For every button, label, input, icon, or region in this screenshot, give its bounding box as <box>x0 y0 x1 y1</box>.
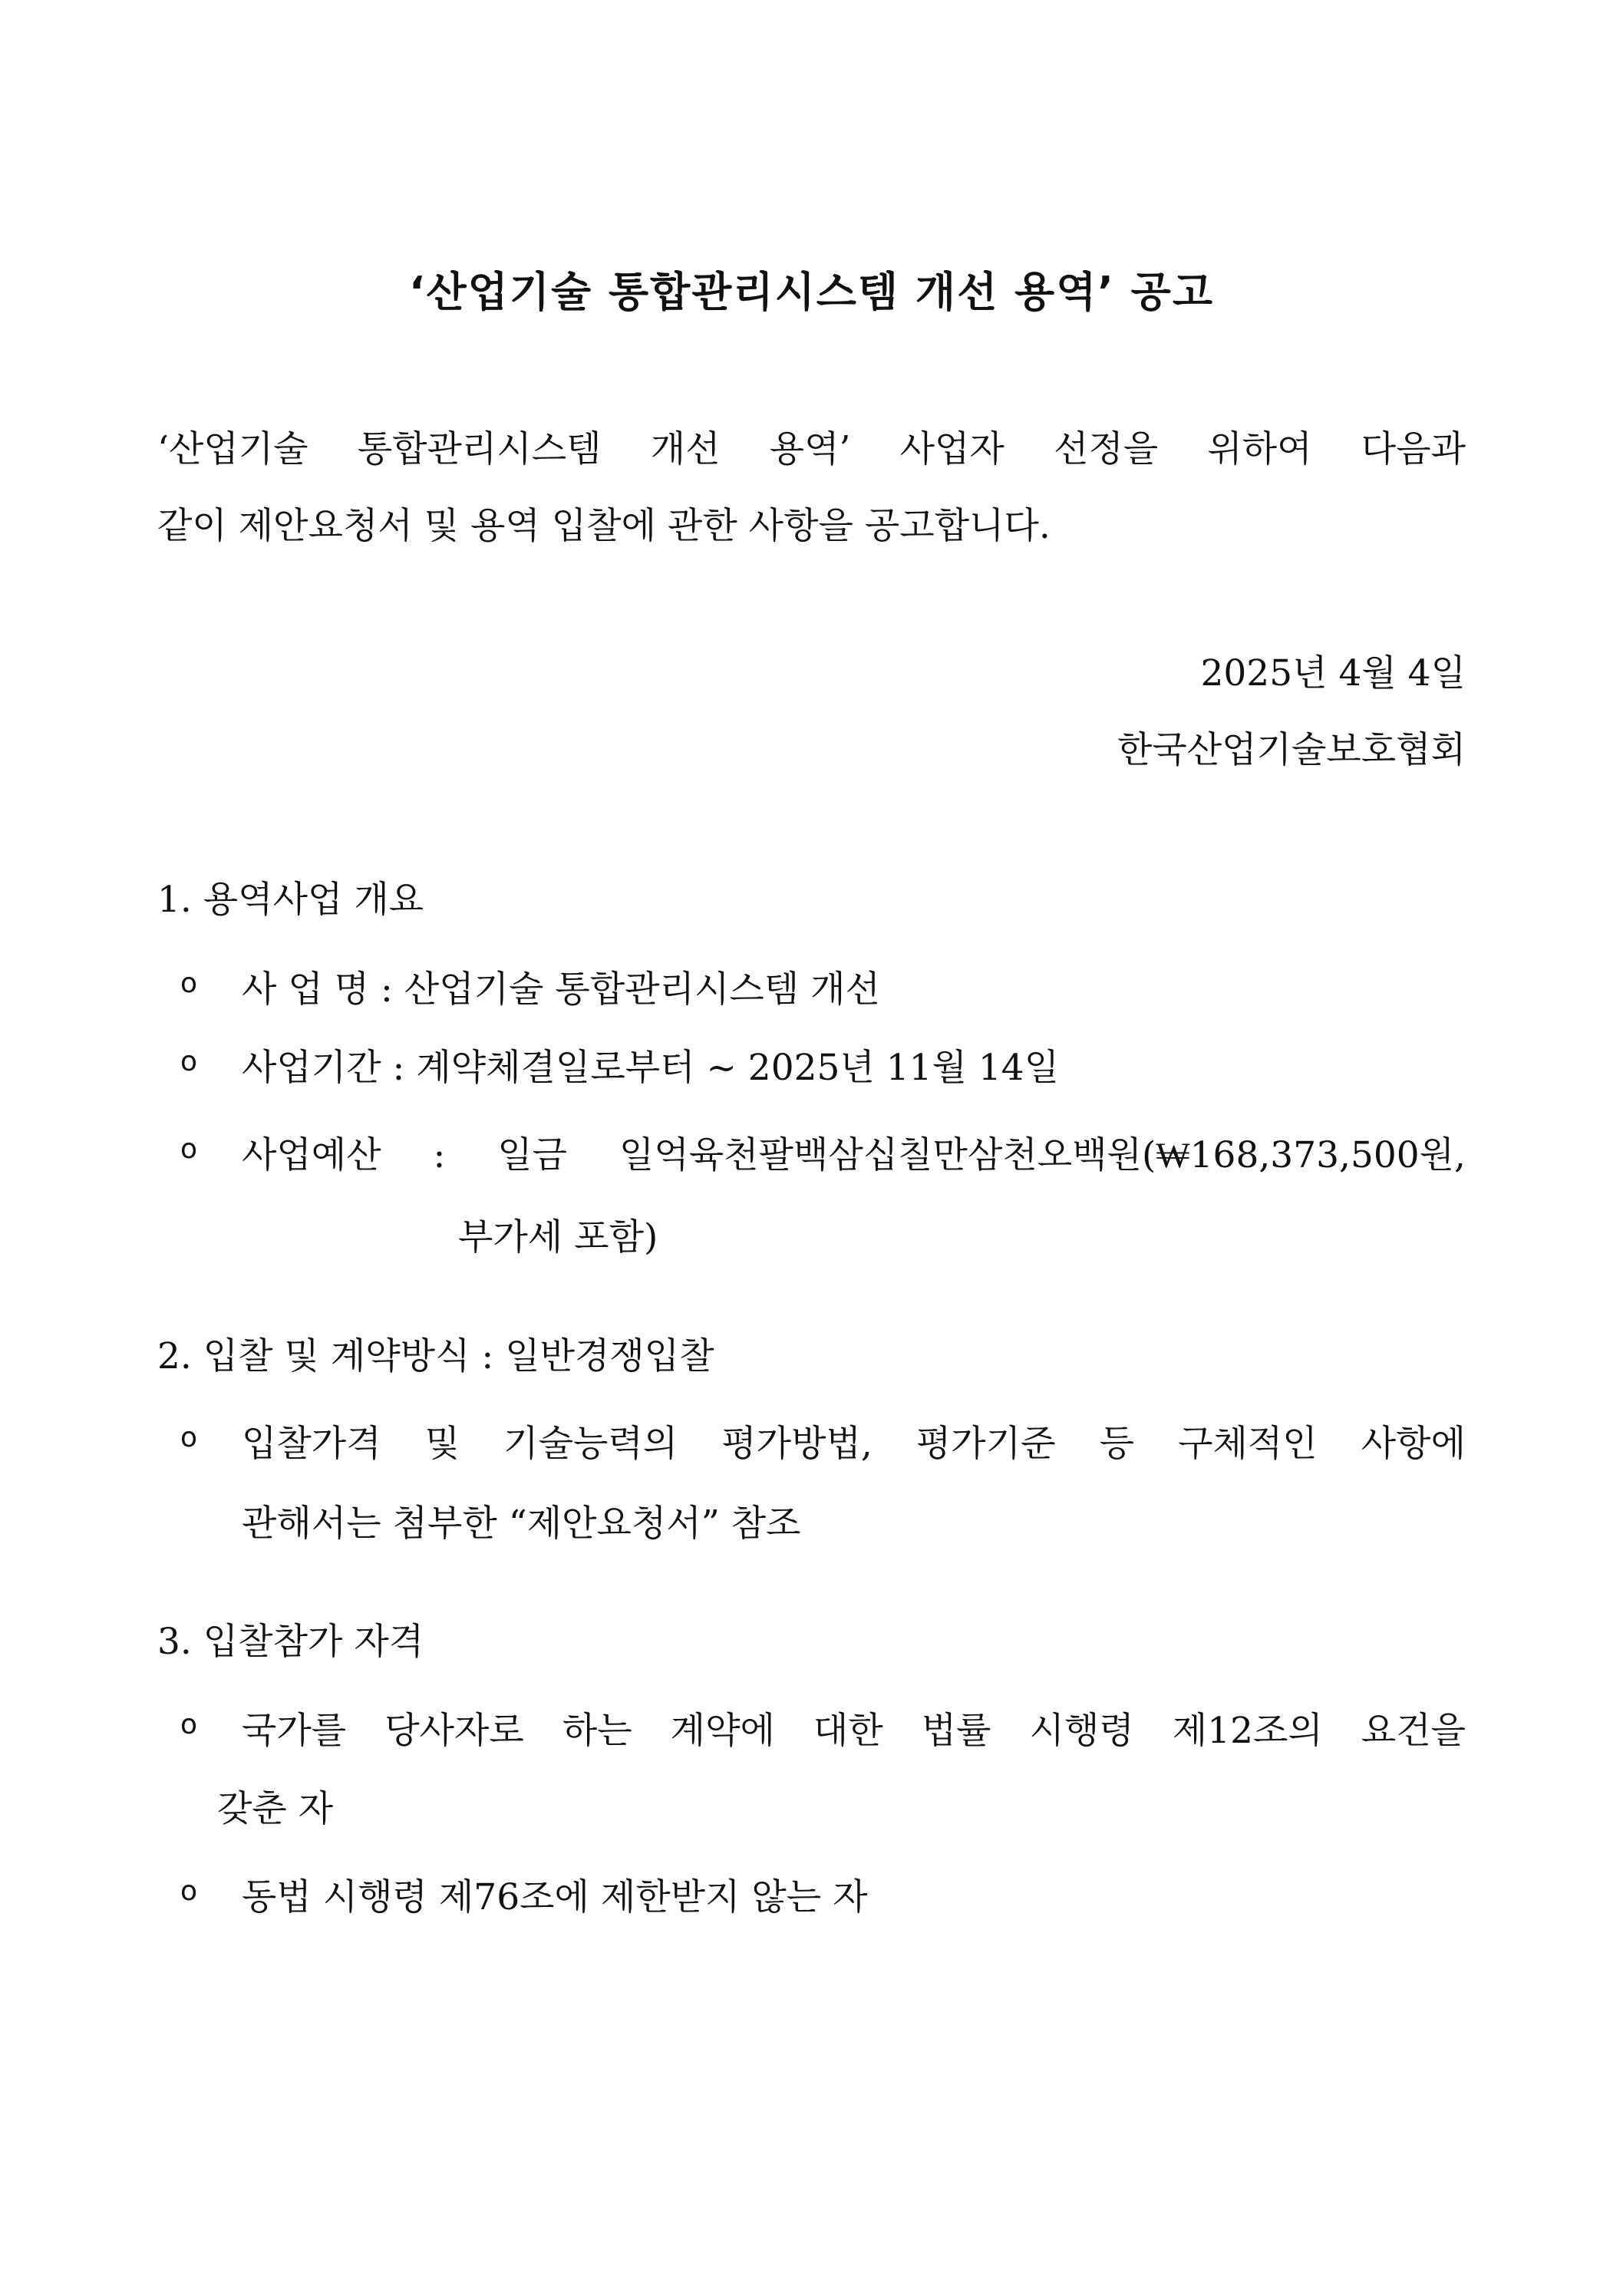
intro-line-1: ‘산업기술 통합관리시스템 개선 용역’ 사업자 선정을 위하여 다음과 <box>157 428 1466 470</box>
bullet-circle-icon: o <box>180 968 198 999</box>
eligibility-line-1-continuation: 갖춘 자 <box>217 1788 334 1830</box>
document-title: ‘산업기술 통합관리시스템 개선 용역’ 공고 <box>408 268 1214 316</box>
organization-name: 한국산업기술보호협회 <box>1117 729 1466 771</box>
business-budget-line: 사업예산 : 일금 일억육천팔백삼십칠만삼천오백원(₩168,373,500원, <box>242 1134 1466 1176</box>
section-1-heading: 1. 용역사업 개요 <box>157 879 424 921</box>
announcement-date: 2025년 4월 4일 <box>1200 652 1466 694</box>
business-name-line: 사 업 명 : 산업기술 통합관리시스템 개선 <box>242 968 880 1011</box>
bullet-circle-icon: o <box>180 1133 198 1165</box>
business-period-line: 사업기간 : 계약체결일로부터 ~ 2025년 11월 14일 <box>242 1047 1060 1089</box>
section-3-heading: 3. 입찰참가 자격 <box>157 1621 424 1663</box>
bullet-circle-icon: o <box>180 1046 198 1077</box>
business-budget-continuation: 부가세 포함) <box>458 1216 658 1259</box>
evaluation-method-continuation: 관해서는 첨부한 “제안요청서” 참조 <box>242 1503 801 1545</box>
eligibility-line-1: 국가를 당사자로 하는 계약에 대한 법률 시행령 제12조의 요건을 <box>242 1710 1466 1752</box>
eligibility-line-2: 동법 시행령 제76조에 제한받지 않는 자 <box>242 1876 868 1918</box>
evaluation-method-line: 입찰가격 및 기술능력의 평가방법, 평가기준 등 구체적인 사항에 <box>242 1423 1466 1465</box>
bullet-circle-icon: o <box>180 1709 198 1740</box>
bullet-circle-icon: o <box>180 1875 198 1907</box>
bullet-circle-icon: o <box>180 1422 198 1453</box>
intro-line-2: 같이 제안요청서 및 용역 입찰에 관한 사항을 공고합니다. <box>157 505 1051 547</box>
section-2-heading: 2. 입찰 및 계약방식 : 일반경쟁입찰 <box>157 1335 714 1377</box>
